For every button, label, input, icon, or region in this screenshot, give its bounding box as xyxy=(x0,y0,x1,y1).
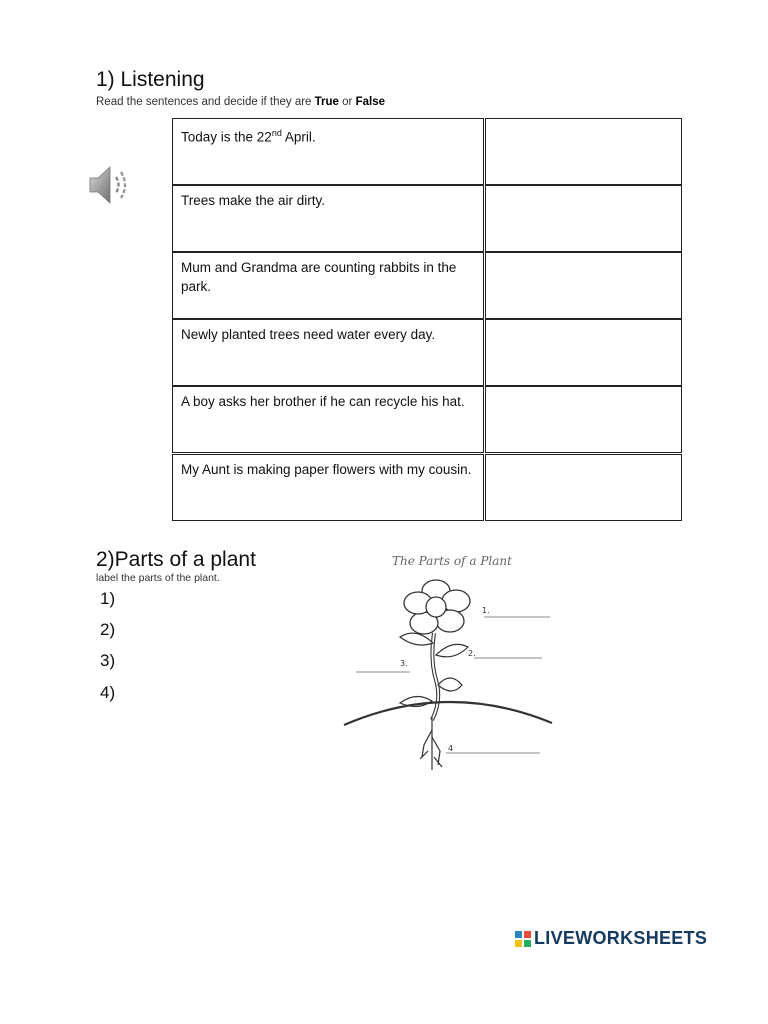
table-row xyxy=(172,454,682,521)
section1-title: 1) Listening xyxy=(96,68,205,91)
statement-cell: A boy asks her brother if he can recycle his hat. xyxy=(172,386,484,453)
statement-cell: Mum and Grandma are counting rabbits in the park. xyxy=(172,252,484,319)
answer-box[interactable] xyxy=(485,118,682,185)
diagram-marker-2: 2. xyxy=(468,649,476,658)
true-false-table xyxy=(172,118,682,522)
false-word: False xyxy=(355,96,385,108)
speaker-icon[interactable] xyxy=(86,160,136,210)
brand-mark-icon xyxy=(514,930,532,948)
statement-text-end: April. xyxy=(281,129,316,145)
answer-label-4[interactable]: 4) xyxy=(100,683,116,702)
diagram-marker-4: 4 xyxy=(448,744,454,753)
instruction-prefix: Read the sentences and decide if they are xyxy=(96,96,315,108)
table-row xyxy=(172,118,682,185)
or-word: or xyxy=(338,96,356,108)
statement-cell xyxy=(172,118,484,185)
answer-box[interactable] xyxy=(485,252,682,319)
section2-instruction: label the parts of the plant. xyxy=(96,572,220,584)
statement-text: Today is the 22 xyxy=(181,129,272,145)
statement-superscript: nd xyxy=(271,128,282,138)
statement-cell: My Aunt is making paper flowers with my cousin. xyxy=(172,454,484,521)
answer-box[interactable] xyxy=(485,185,682,252)
answer-box[interactable] xyxy=(485,319,682,386)
flower-icon xyxy=(404,580,470,634)
table-row xyxy=(172,185,682,252)
plant-diagram xyxy=(338,545,568,775)
answer-label-1[interactable]: 1) xyxy=(100,589,116,608)
diagram-title: The Parts of a Plant xyxy=(392,554,512,568)
roots-icon xyxy=(420,717,442,770)
answer-box[interactable] xyxy=(485,386,682,453)
statement-cell: Trees make the air dirty. xyxy=(172,185,484,252)
table-row xyxy=(172,252,682,319)
answer-label-2[interactable]: 2) xyxy=(100,620,116,639)
statement-cell: Newly planted trees need water every day. xyxy=(172,319,484,386)
ground-line xyxy=(344,702,552,725)
true-word: True xyxy=(314,96,339,108)
section2-title: 2)Parts of a plant xyxy=(96,548,256,571)
brand-text: LIVEWORKSHEETS xyxy=(534,928,708,948)
section1-instruction xyxy=(96,96,385,108)
table-row xyxy=(172,319,682,386)
diagram-marker-1: 1. xyxy=(482,606,490,615)
table-row xyxy=(172,386,682,453)
answer-label-3[interactable]: 3) xyxy=(100,651,116,670)
answer-box[interactable] xyxy=(485,454,682,521)
diagram-marker-3: 3. xyxy=(400,659,408,668)
